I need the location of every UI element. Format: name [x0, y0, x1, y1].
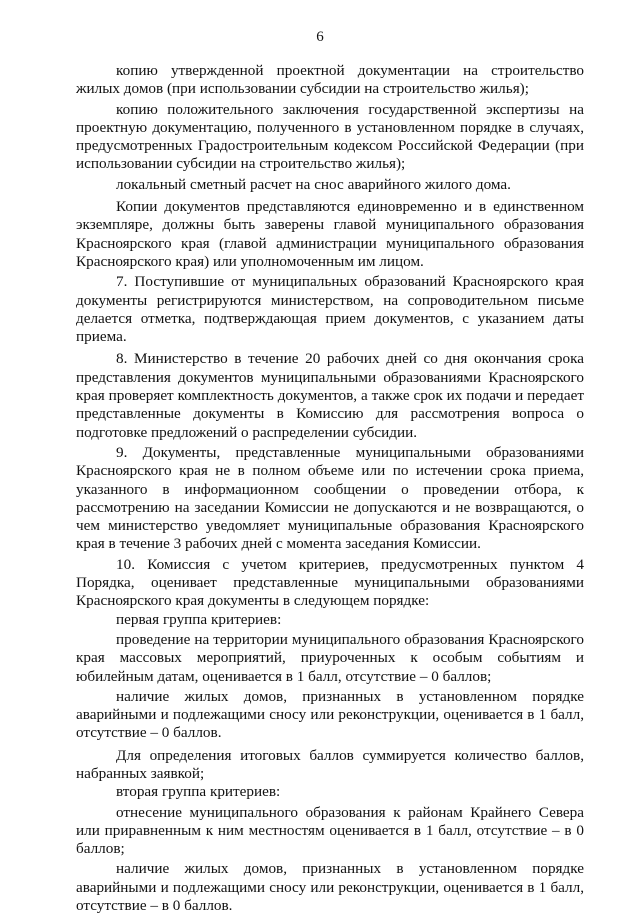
paragraph-emergency-houses-2: наличие жилых домов, признанных в установленном порядке аварийными и подлежащими сносу или реконструкции, оценивается в 1 балл, отсутствие – в 0 баллов. [76, 860, 584, 915]
paragraph-project-docs: копию утвержденной проектной документации на строительство жилых домов (при использовании субсидии на строительство жилья); [76, 62, 584, 98]
paragraph-expertise: копию положительного заключения государственной экспертизы на проектную документацию, полученного в установленном порядке в случаях, предусмотренных Градостроительным кодексом Российской Федерации (при использовании субсидии на строительство жилья); [76, 100, 584, 173]
paragraph-item-9: 9. Документы, представленные муниципальными образованиями Красноярского края не в полном объеме или по истечении срока приема, указанного в информационном сообщении о проведении отбора, к рассмотрению на заседании Комиссии не допускаются и не возвращаются, о чем министерство уведомляет муниципальные образования Красноярского края в течение 3 рабочих дней с момента заседания Комиссии. [76, 443, 584, 553]
paragraph-copies: Копии документов представляются единовременно и в единственном экземпляре, должны быть заверены главой муниципального образования Красноярского края (главой администрации муниципального образования Красноярского края) или уполномоченным им лицом. [76, 198, 584, 270]
paragraph-far-north: отнесение муниципального образования к районам Крайнего Севера или приравненным к ним местностям оценивается в 1 балл, отсутствие – в 0 баллов; [76, 803, 584, 858]
document-body [76, 62, 584, 915]
paragraph-emergency-houses-1: наличие жилых домов, признанных в установленном порядке аварийными и подлежащими сносу или реконструкции, оценивается в 1 балл, отсутствие – 0 баллов. [76, 687, 584, 742]
paragraph-total-score: Для определения итоговых баллов суммируется количество баллов, набранных заявкой; [76, 746, 584, 782]
paragraph-estimate: локальный сметный расчет на снос аварийного жилого дома. [116, 175, 511, 193]
page-number: 6 [316, 29, 324, 45]
paragraph-second-group: вторая группа критериев: [116, 783, 281, 801]
paragraph-item-10: 10. Комиссия с учетом критериев, предусмотренных пунктом 4 Порядка, оценивает представленные муниципальными образованиями Красноярского края документы в следующем порядке: [76, 555, 584, 610]
paragraph-item-7: 7. Поступившие от муниципальных образований Красноярского края документы регистрируются министерством, на сопроводительном письме делается отметка, подтверждающая прием документов, с указанием даты приема. [76, 273, 584, 346]
paragraph-mass-events: проведение на территории муниципального образования Красноярского края массовых мероприятий, приуроченных к особым событиям и юбилейным датам, оценивается в 1 балл, отсутствие – 0 баллов; [76, 630, 584, 685]
paragraph-first-group: первая группа критериев: [116, 610, 282, 628]
paragraph-item-8: 8. Министерство в течение 20 рабочих дней со дня окончания срока представления документов муниципальными образованиями Красноярского края проверяет комплектность документов, а также срок их подачи и передает представленные документы в Комиссию для рассмотрения вопроса о подготовке предложений о распределении субсидии. [76, 350, 584, 441]
